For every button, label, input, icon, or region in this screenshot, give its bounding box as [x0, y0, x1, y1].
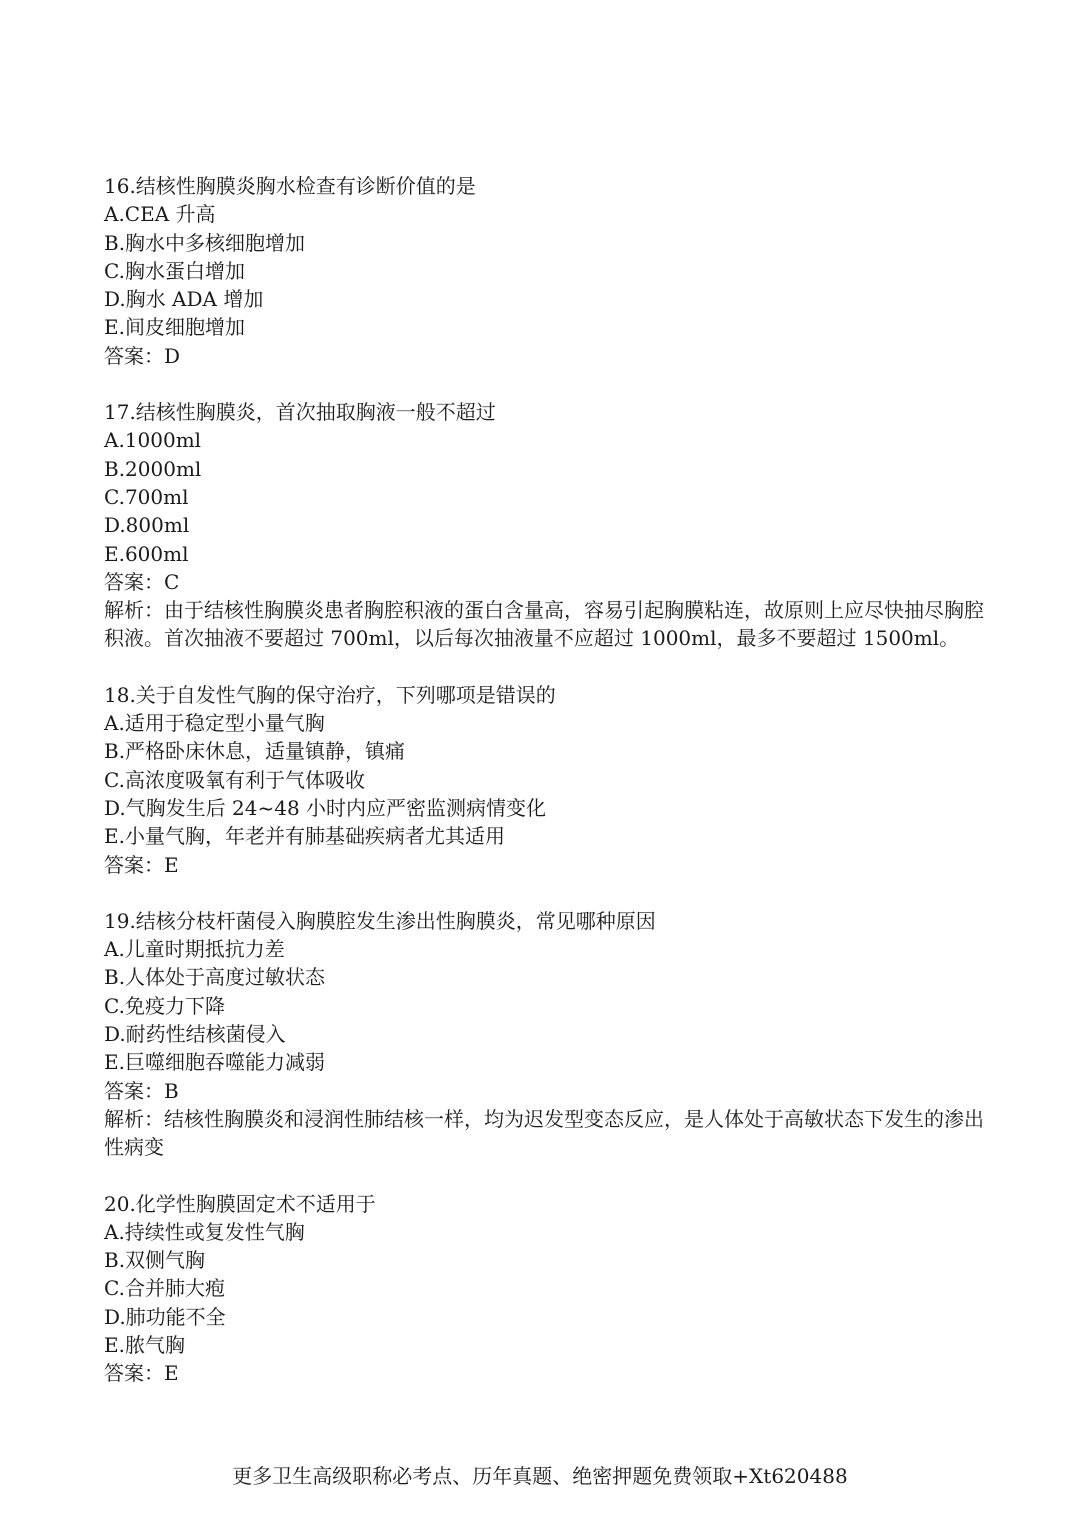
question-list [104, 172, 984, 1416]
question-18 [104, 681, 984, 879]
answer: 答案：D [104, 343, 181, 368]
option-e: E.600ml [104, 541, 189, 566]
question-17 [104, 398, 984, 653]
option-c: C.700ml [104, 484, 189, 509]
option-a: A.1000ml [104, 428, 202, 453]
answer: 答案：E [104, 852, 179, 877]
option-d: D.耐药性结核菌侵入 [104, 1022, 286, 1047]
option-a: A.持续性或复发性气胸 [104, 1219, 305, 1244]
question-stem: 20.化学性胸膜固定术不适用于 [104, 1191, 376, 1216]
option-e: E.巨噬细胞吞噬能力减弱 [104, 1050, 325, 1075]
answer: 答案：E [104, 1361, 179, 1386]
question-19 [104, 907, 984, 1162]
option-d: D.800ml [104, 513, 190, 538]
promo-footer: 更多卫生高级职称必考点、历年真题、绝密押题免费领取+Xt620488 [232, 1464, 848, 1488]
option-b: B.胸水中多核细胞增加 [104, 230, 306, 255]
option-a: A.适用于稳定型小量气胸 [104, 711, 325, 736]
question-stem: 17.结核性胸膜炎，首次抽取胸液一般不超过 [104, 400, 496, 425]
answer: 答案：C [104, 569, 180, 594]
option-e: E.脓气胸 [104, 1332, 185, 1357]
question-stem: 16.结核性胸膜炎胸水检查有诊断价值的是 [104, 174, 476, 198]
option-d: D.肺功能不全 [104, 1304, 226, 1329]
question-16 [104, 172, 984, 370]
question-stem: 18.关于自发性气胸的保守治疗，下列哪项是错误的 [104, 682, 556, 707]
answer: 答案：B [104, 1078, 179, 1103]
option-b: B.人体处于高度过敏状态 [104, 965, 326, 990]
option-c: C.免疫力下降 [104, 993, 225, 1018]
option-b: B.双侧气胸 [104, 1248, 206, 1273]
option-b: B.2000ml [104, 456, 202, 481]
option-d: D.气胸发生后 24~48 小时内应严密监测病情变化 [104, 795, 547, 820]
option-d: D.胸水 ADA 增加 [104, 287, 264, 312]
option-a: A.儿童时期抵抗力差 [104, 937, 285, 962]
option-c: C.胸水蛋白增加 [104, 258, 245, 283]
option-c: C.合并肺大疱 [104, 1276, 225, 1301]
option-e: E.小量气胸，年老并有肺基础疾病者尤其适用 [104, 824, 505, 849]
option-b: B.严格卧床休息，适量镇静，镇痛 [104, 739, 406, 764]
question-stem: 19.结核分枝杆菌侵入胸膜腔发生渗出性胸膜炎，常见哪种原因 [104, 908, 656, 933]
option-c: C.高浓度吸氧有利于气体吸收 [104, 767, 365, 792]
explanation: 解析：由于结核性胸膜炎患者胸腔积液的蛋白含量高，容易引起胸膜粘连，故原则上应尽快抽尽胸腔积液。首次抽液不要超过 700ml，以后每次抽液量不应超过 1000ml，最多不要超过 1500ml。 [104, 598, 984, 651]
explanation: 解析：结核性胸膜炎和浸润性肺结核一样，均为迟发型变态反应，是人体处于高敏状态下发生的渗出性病变 [104, 1106, 984, 1160]
option-a: A.CEA 升高 [104, 202, 216, 227]
option-e: E.间皮细胞增加 [104, 315, 245, 340]
question-20 [104, 1190, 984, 1388]
